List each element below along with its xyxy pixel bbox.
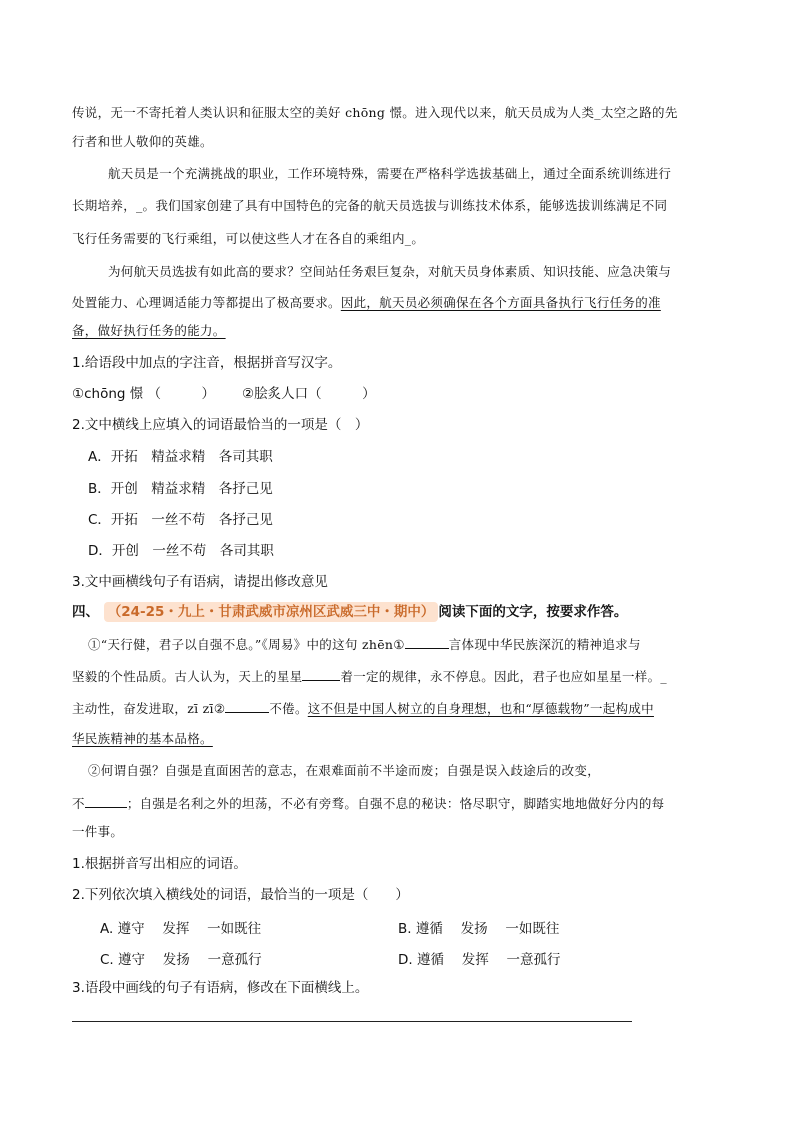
option-a: A．开拓 精益求精 各司其职	[88, 449, 273, 465]
passage2-line-3	[72, 699, 654, 718]
section-instruction: 阅读下面的文字，按要求作答。	[438, 604, 628, 620]
underlined-sentence-4: 华民族精神的基本品格。	[72, 731, 213, 746]
passage2-line-7: 一件事。	[72, 824, 124, 839]
passage2-text-3b: 不倦。	[269, 701, 308, 716]
blank-2	[302, 667, 340, 681]
option-b: B．开创 精益求精 各抒己见	[88, 481, 273, 497]
passage2-line-2	[72, 667, 667, 686]
passage1-line-5: 飞行任务需要的飞行乘组，可以使这些人才在各自的乘组内_。	[72, 231, 425, 246]
question-1-1-fill-a: ①chōng 憬 （ ）	[72, 386, 216, 402]
option-c: C．开拓 一丝不苟 各抒己见	[88, 512, 273, 528]
section-number: 四、	[72, 604, 99, 620]
passage1-line-7-text: 处置能力、心理调适能力等都提出了极高要求。	[72, 295, 341, 310]
passage1-line-1: 传说，无一不寄托着人类认识和征服太空的美好 chōng 憬。进入现代以来，航天员成为人类_太空之路的先	[72, 105, 678, 120]
passage1-line-2: 行者和世人敬仰的英雄。	[72, 134, 213, 149]
choice-d: D. 遵循 发挥 一意孤行	[398, 952, 561, 968]
question-1-2: 2.文中横线上应填入的词语最恰当的一项是（ ）	[72, 417, 369, 433]
choice-b: B. 遵循 发扬 一如既往	[398, 921, 560, 937]
passage2-line-4	[72, 730, 213, 748]
question-2-1: 1.根据拼音写出相应的词语。	[72, 856, 247, 872]
blank-4	[85, 794, 127, 808]
blank-1	[405, 635, 449, 649]
passage1-line-8	[72, 322, 226, 340]
question-2-2: 2.下列依次填入横线处的词语，最恰当的一项是（ ）	[72, 887, 409, 903]
underlined-sentence-part-2: 备，做好执行任务的能力。	[72, 323, 226, 338]
question-2-3: 3.语段中画线的句子有语病，修改在下面横线上。	[72, 980, 369, 996]
passage2-text-6a: 不	[72, 796, 85, 811]
passage2-text-2a: 坚毅的个性品质。古人认为，天上的星星	[72, 669, 303, 684]
question-1-1-fill-b: ②脍炙人口（ ）	[242, 386, 376, 402]
choice-a: A. 遵守 发挥 一如既往	[100, 921, 262, 937]
passage2-text-1a: ①“天行健，君子以自强不息。”《周易》中的这句 zhēn①	[88, 637, 405, 652]
question-1-3: 3.文中画横线句子有语病，请提出修改意见	[72, 574, 328, 590]
passage1-line-3: 航天员是一个充满挑战的职业，工作环境特殊，需要在严格科学选拔基础上，通过全面系统训练进行	[108, 166, 672, 181]
passage2-text-1b: 言体现中华民族深沉的精神追求与	[448, 637, 641, 652]
passage2-line-6	[72, 794, 664, 813]
passage1-line-4: 长期培养，_。我们国家创建了具有中国特色的完备的航天员选拔与训练技术体系，能够选拔训练满足不同	[72, 198, 668, 213]
passage2-text-3a: 主动性，奋发进取，zī zī②	[72, 701, 226, 716]
passage2-line-5: ②何谓自强？自强是直面困苦的意志，在艰难面前不半途而废；自强是误入歧途后的改变，	[88, 763, 601, 778]
underlined-sentence-3: 这不但是中国人树立的自身理想，也和“厚德载物”一起构成中	[307, 701, 654, 716]
option-d: D．开创 一丝不苟 各司其职	[88, 543, 274, 559]
passage2-line-1	[88, 635, 641, 654]
question-1-1: 1.给语段中加点的字注音，根据拼音写汉字。	[72, 355, 342, 371]
passage2-text-6b: ；自强是名利之外的坦荡，不必有旁骛。自强不息的秘诀：恪尽职守，脚踏实地地做好分内的每	[126, 796, 665, 811]
passage2-text-2b: 着一定的规律，永不停息。因此，君子也应如星星一样。_	[340, 669, 667, 684]
source-badge: （24-25・九上・甘肃武威市凉州区武威三中・期中）	[104, 602, 439, 622]
passage1-line-6: 为何航天员选拔有如此高的要求？空间站任务艰巨复杂，对航天员身体素质、知识技能、应急决策与	[108, 264, 672, 279]
underlined-sentence-part-1: 因此，航天员必须确保在各个方面具备执行飞行任务的准	[340, 295, 661, 310]
section-4-header	[72, 603, 627, 621]
answer-line[interactable]	[72, 1021, 632, 1022]
choice-c: C. 遵守 发扬 一意孤行	[100, 952, 262, 968]
blank-3	[225, 699, 269, 713]
passage1-line-7	[72, 294, 661, 312]
